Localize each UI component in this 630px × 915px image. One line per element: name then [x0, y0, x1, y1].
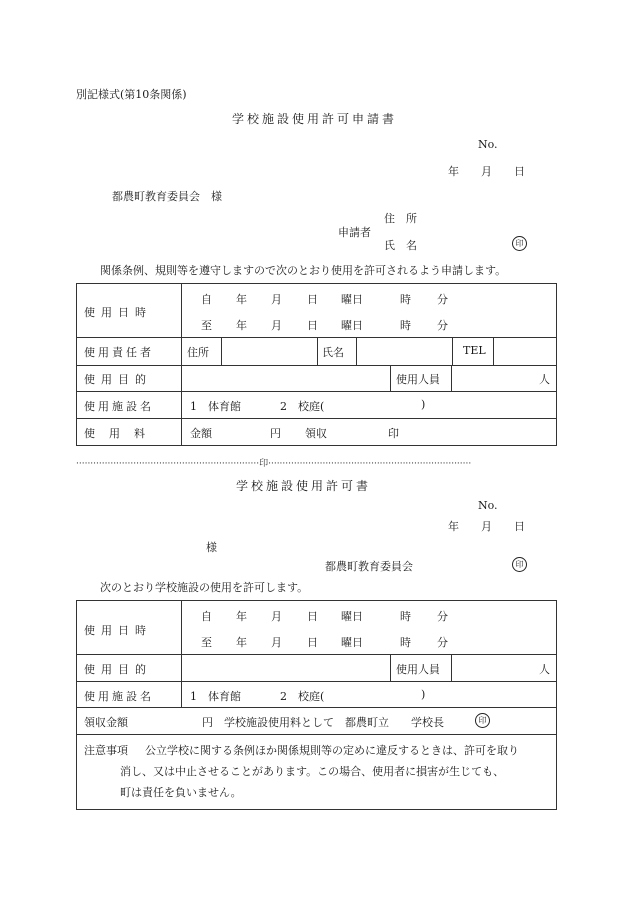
to-month: 月: [271, 319, 282, 332]
from-month: 月: [271, 293, 282, 306]
from-minute: 分: [437, 293, 448, 306]
permit-from-label: 自: [201, 610, 212, 623]
application-title: 学校施設使用許可申請書: [232, 112, 398, 126]
to-day: 日: [307, 319, 318, 332]
permit-title: 学校施設使用許可書: [236, 479, 372, 493]
from-hour: 時: [400, 293, 411, 306]
responsible-tel-label: TEL: [463, 344, 486, 357]
to-weekday: 曜日: [341, 319, 363, 332]
to-hour: 時: [400, 319, 411, 332]
permit-to-hour: 時: [400, 636, 411, 649]
permit-facility-field: 2 校庭(: [280, 690, 325, 703]
seal-icon: 印: [512, 236, 527, 251]
permit-recipient-suffix: 様: [206, 541, 217, 554]
responsible-name-label: 氏名: [322, 346, 344, 359]
permit-from-hour: 時: [400, 610, 411, 623]
from-year: 年: [236, 293, 247, 306]
row-fee-label: 使用料: [84, 427, 159, 440]
addressee: 都農町教育委員会 様: [112, 190, 222, 203]
permit-date-day: 日: [514, 520, 525, 533]
from-label: 自: [201, 293, 212, 306]
facility-gym: 1 体育館: [190, 400, 241, 413]
users-unit: 人: [539, 373, 550, 386]
seal-icon: 印: [512, 557, 527, 572]
permit-to-year: 年: [236, 636, 247, 649]
facility-field: 2 校庭(: [280, 400, 325, 413]
permit-from-year: 年: [236, 610, 247, 623]
notes-label: 注意事項: [84, 744, 128, 757]
cut-dots-right: ·······································································: [268, 459, 472, 469]
permit-from-day: 日: [307, 610, 318, 623]
application-no-label: No.: [478, 138, 498, 151]
row-facility-label: 使用施設名: [84, 400, 154, 413]
fee-amount-label: 金額: [190, 427, 212, 440]
seal-icon: 印: [475, 713, 490, 728]
permit-facility-gym: 1 体育館: [190, 690, 241, 703]
permit-row-datetime-label: 使用日時: [84, 624, 152, 637]
permit-issuer-seal: [512, 557, 527, 572]
to-minute: 分: [437, 319, 448, 332]
permit-from-month: 月: [271, 610, 282, 623]
receipt-label: 領収金額: [84, 716, 128, 729]
users-label: 使用人員: [396, 373, 440, 386]
permit-from-weekday: 曜日: [341, 610, 363, 623]
permit-no-label: No.: [478, 499, 498, 512]
permit-to-weekday: 曜日: [341, 636, 363, 649]
application-statement: 関係条例、規則等を遵守しますので次のとおり使用を許可されるよう申請します。: [100, 264, 507, 277]
date-day: 日: [514, 165, 525, 178]
notes-line-3: 町は責任を負いません。: [120, 786, 242, 799]
cut-dots-left: ································································: [76, 459, 260, 469]
form-reference: 別記様式(第10条関係): [76, 88, 187, 101]
fee-yen: 円: [270, 427, 281, 440]
receipt-text: 円 学校施設使用料として 都農町立 学校長: [202, 716, 444, 729]
notes-line-1: 公立学校に関する条例ほか関係規則等の定めに違反するときは、許可を取り: [145, 744, 519, 757]
permit-date-year: 年: [448, 520, 459, 533]
permit-row-facility-label: 使用施設名: [84, 690, 154, 703]
name-label: 氏 名: [384, 239, 417, 252]
address-label: 住 所: [384, 212, 417, 225]
fee-seal: 印: [388, 427, 399, 440]
cut-line: [76, 456, 550, 469]
receipt-seal: [475, 713, 490, 728]
permit-to-minute: 分: [437, 636, 448, 649]
from-weekday: 曜日: [341, 293, 363, 306]
applicant-label: 申請者: [338, 226, 371, 239]
permit-from-minute: 分: [437, 610, 448, 623]
permit-users-unit: 人: [539, 663, 550, 676]
permit-to-month: 月: [271, 636, 282, 649]
permit-to-label: 至: [201, 636, 212, 649]
row-responsible-label: 使用責任者: [84, 346, 154, 359]
permit-facility-close-paren: ): [421, 688, 426, 701]
date-month: 月: [481, 165, 492, 178]
permit-statement: 次のとおり学校施設の使用を許可します。: [100, 581, 309, 594]
row-datetime-label: 使用日時: [84, 306, 152, 319]
cut-seal-mark: 印: [259, 459, 269, 469]
responsible-address-label: 住所: [187, 346, 209, 359]
permit-users-label: 使用人員: [396, 663, 440, 676]
from-day: 日: [307, 293, 318, 306]
fee-received-label: 領収: [305, 427, 327, 440]
permit-date-month: 月: [481, 520, 492, 533]
permit-issuer: 都農町教育委員会: [325, 560, 413, 573]
row-purpose-label: 使用目的: [84, 373, 152, 386]
permit-to-day: 日: [307, 636, 318, 649]
date-year: 年: [448, 165, 459, 178]
to-label: 至: [201, 319, 212, 332]
notes-line-2: 消し、又は中止させることがあります。この場合、使用者に損害が生じても、: [120, 765, 505, 778]
to-year: 年: [236, 319, 247, 332]
permit-row-purpose-label: 使用目的: [84, 663, 152, 676]
facility-close-paren: ): [421, 398, 426, 411]
applicant-seal: [512, 236, 527, 251]
